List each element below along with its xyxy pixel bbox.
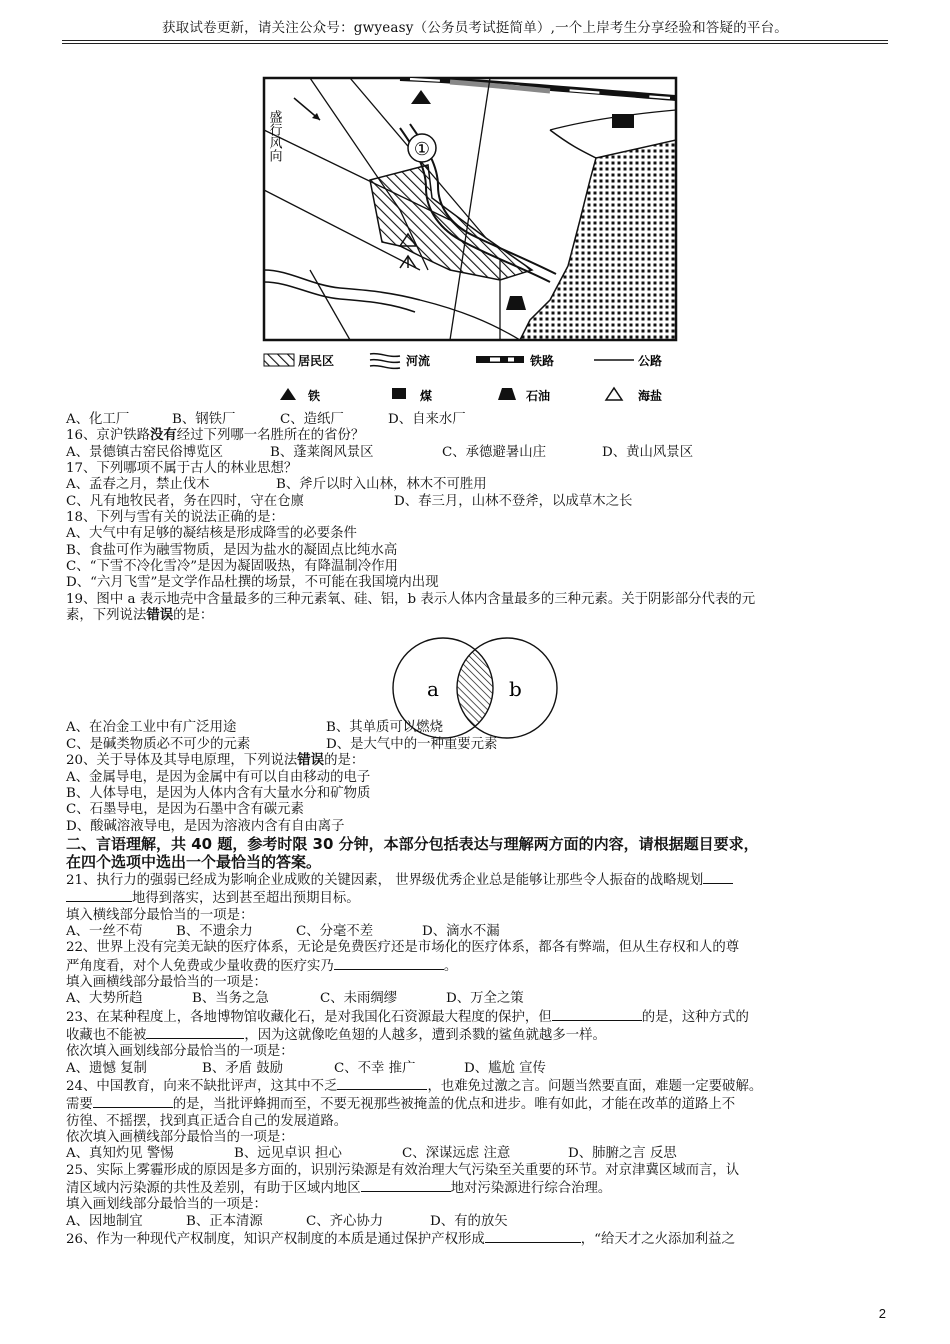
q25-line2: 清区域内污染源的共性及差别，有助于区域内地区 地对污染源进行综合治理。 — [66, 1181, 612, 1197]
blank — [485, 1230, 581, 1243]
header-note: 获取试卷更新，请关注公众号：gwyeasy（公务员考试挺简单）,一个上岸考生分享经验和答疑的平台。 — [161, 20, 788, 36]
q20-option-d: D、酸碱溶液导电，是因为溶液内含有自由离子 — [66, 818, 345, 834]
venn-label-a: a — [427, 677, 439, 701]
q25-options: A、因地制宜 B、正本清源 C、齐心协力 D、有的放矢 — [66, 1213, 508, 1229]
q21-options: A、一丝不苟 B、不遗余力 C、分毫不差 D、滴水不漏 — [66, 923, 500, 939]
q17-stem: 17、下列哪项不属于古人的林业思想？ — [66, 461, 298, 477]
q18-option-c: C、“下雪不冷化雪冷”是因为凝固吸热，有降温制冷作用 — [66, 559, 398, 575]
q22-options: A、大势所趋 B、当务之急 C、未雨绸缪 D、万全之策 — [66, 991, 524, 1007]
q18-option-b: B、食盐可作为融雪物质，是因为盐水的凝固点比纯水高 — [66, 542, 398, 558]
svg-text:煤: 煤 — [420, 389, 433, 403]
q25-line1: 25、实际上雾霾形成的原因是多方面的，识别污染源是有效治理大气污染至关重要的环节。对京津冀区域而言，认 — [66, 1162, 740, 1178]
q16-stem: 16、京沪铁路没有经过下列哪一名胜所在的省份？ — [66, 428, 365, 444]
q23-options: A、遗憾 复制 B、矛盾 鼓励 C、不幸 推广 D、尴尬 宣传 — [66, 1060, 546, 1076]
blank — [703, 871, 733, 884]
svg-text:铁路: 铁路 — [530, 354, 555, 368]
q18-option-a: A、大气中有足够的凝结核是形成降雪的必要条件 — [66, 526, 357, 542]
blank — [146, 1026, 244, 1039]
wind-direction-label: 盛行风向 — [266, 110, 282, 162]
q15-options: A、化工厂 B、钢铁厂 C、造纸厂 D、自来水厂 — [66, 412, 466, 427]
q23-ask: 依次填入画划线部分最恰当的一项是： — [66, 1044, 294, 1060]
q24-ask: 依次填入画横线部分最恰当的一项是： — [66, 1130, 294, 1146]
q20-option-c: C、石墨导电，是因为石墨中含有碳元素 — [66, 802, 304, 818]
blank — [361, 1179, 451, 1192]
header-rule-double — [62, 43, 888, 44]
header-rule — [62, 40, 888, 41]
q23-line2: 收藏也不能被 ，因为这就像吃鱼翅的人越多，遭到杀戮的鲨鱼就越多一样。 — [66, 1027, 606, 1043]
page-number: 2 — [878, 1306, 886, 1321]
q20-option-a: A、金属导电，是因为金属中有可以自由移动的电子 — [66, 769, 371, 785]
resource-map-figure — [250, 70, 690, 410]
blank — [337, 1077, 427, 1090]
blank — [66, 889, 132, 902]
q19-options-2: C、是碱类物质必不可少的元素 D、是大气中的一种重要元素 — [66, 736, 498, 752]
venn-label-b: b — [509, 677, 522, 701]
q18-stem: 18、下列与雪有关的说法正确的是： — [66, 510, 284, 526]
blank — [552, 1008, 642, 1021]
svg-text:河流: 河流 — [406, 354, 431, 368]
q22-line1: 22、世界上没有完美无缺的医疗体系，无论是免费医疗还是市场化的医疗体系，都各有弊端，但从生存权和人的尊 — [66, 940, 740, 956]
q19-stem-line1: 19、图中 a 表示地壳中含量最多的三种元素氧、硅、铝，b 表示人体内含量最多的三种元素。关于阴影部分代表的元 — [66, 591, 756, 607]
q26-line1: 26、作为一种现代产权制度，知识产权制度的本质是通过保护产权形成 ，“给天才之火添加利益之 — [66, 1232, 735, 1248]
svg-text:海盐: 海盐 — [638, 389, 663, 403]
q24-line2: 需要 的是，当批评蜂拥而至，不要无视那些被掩盖的优点和进步。唯有如此，才能在改革的道路上不 — [66, 1097, 736, 1113]
section2-heading-line1: 二、言语理解，共 40 题，参考时限 30 分钟，本部分包括表达与理解两方面的内容，请根据题目要求， — [66, 834, 759, 853]
section2-heading-line2: 在四个选项中选出一个最恰当的答案。 — [66, 852, 322, 871]
svg-text:铁: 铁 — [308, 389, 321, 403]
q17-options-1: A、孟春之月，禁止伐木 B、斧斤以时入山林，林木不可胜用 — [66, 477, 487, 493]
q22-ask: 填入画横线部分最恰当的一项是： — [66, 974, 267, 990]
q23-line1: 23、在某种程度上，各地博物馆收藏化石，是对我国化石资源最大程度的保护，但 的是，这种方式的 — [66, 1009, 749, 1025]
q17-options-2: C、凡有地牧民者，务在四时，守在仓廪 D、春三月，山林不登斧，以成草木之长 — [66, 493, 633, 509]
svg-text:公路: 公路 — [638, 354, 663, 368]
blank — [334, 957, 444, 970]
svg-text:①: ① — [413, 139, 431, 160]
q19-stem-line2: 素，下列说法错误的是： — [66, 608, 214, 624]
q24-line3: 彷徨、不摇摆，找到真正适合自己的发展道路。 — [66, 1113, 348, 1129]
svg-text:居民区: 居民区 — [298, 354, 335, 368]
svg-text:石油: 石油 — [526, 389, 551, 403]
blank — [93, 1095, 173, 1108]
q21-line1: 21、执行力的强弱已经成为影响企业成败的关键因素， 世界级优秀企业总是能够让那些令人振奋的战略规划 — [66, 871, 888, 889]
q16-options: A、景德镇古窑民俗博览区 B、蓬莱阁风景区 C、承德避暑山庄 D、黄山风景区 — [66, 444, 694, 460]
q20-stem: 20、关于导体及其导电原理，下列说法错误的是： — [66, 753, 365, 769]
q18-option-d: D、“六月飞雪”是文学作品杜撰的场景，不可能在我国境内出现 — [66, 575, 439, 591]
q20-option-b: B、人体导电，是因为人体内含有大量水分和矿物质 — [66, 785, 371, 801]
q24-line1: 24、中国教育，向来不缺批评声，这其中不乏 ，也难免过激之言。问题当然要直面，难题一定要破解。 — [66, 1079, 763, 1094]
q21-line2: 地得到落实，达到甚至超出预期目标。 — [66, 889, 888, 907]
q24-options: A、真知灼见 警惕 B、远见卓识 担心 C、深谋远虑 注意 D、肺腑之言 反思 — [66, 1146, 677, 1162]
q19-options-1: A、在冶金工业中有广泛用途 B、其单质可以燃烧 — [66, 720, 443, 736]
venn-gap — [66, 624, 888, 720]
q22-line2: 严角度看，对个人免费或少量收费的医疗实乃 。 — [66, 958, 458, 974]
coal-symbol — [612, 114, 634, 128]
q25-ask: 填入画划线部分最恰当的一项是： — [66, 1197, 267, 1213]
question-text — [66, 412, 888, 1248]
q21-ask: 填入横线部分最恰当的一项是： — [66, 907, 254, 923]
